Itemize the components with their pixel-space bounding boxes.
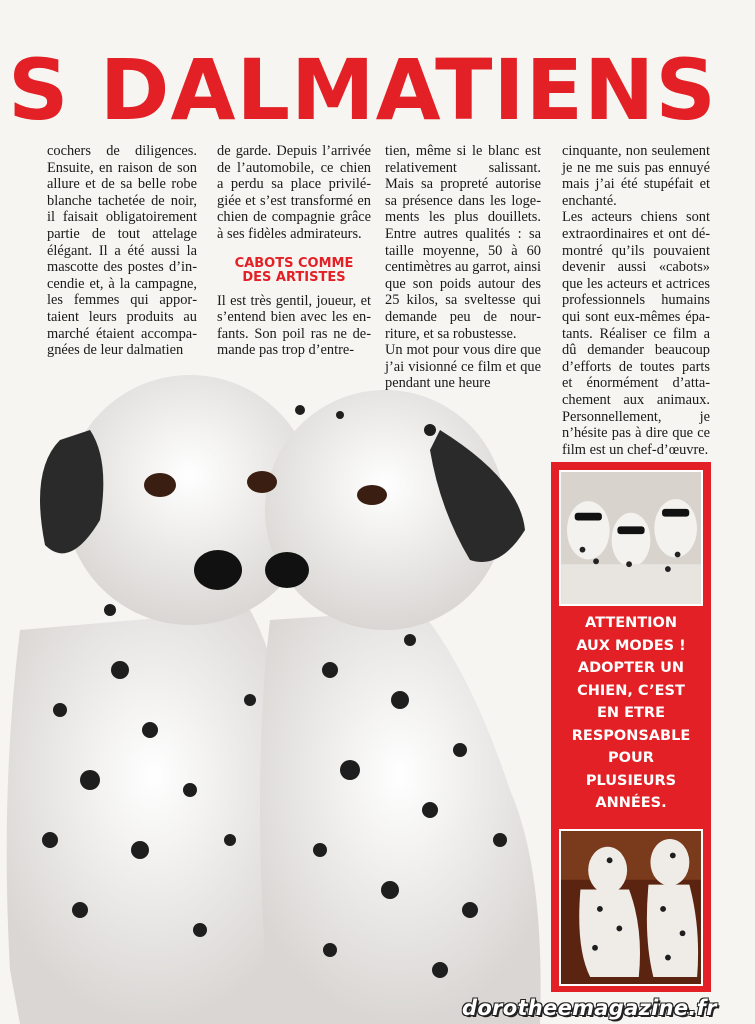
dalmatians-sunglasses-photo [559,470,703,606]
article-column-4 [562,143,710,458]
callout-line: PLUSIEURS [585,772,677,789]
column-4-paragraph-2: Les acteurs chiens sont extraordinaires et ont démontré qu’ils pouvaient devenir aussi «cabots» que les acteurs et actrices professionnels humains qui sont eux-mêmes épatants. Réaliser ce film a dû demander beaucoup d’efforts de toutes parts et énormément d’attachement aux animaux. Personnellement, je n’hésite pas à dire que ce film est un chef-d’œuvre. [562,209,710,458]
column-2-paragraph: de garde. Depuis l’arrivée de l’automobile, ce chien a perdu sa place privilégiée et s’est transformé en chien de compagnie grâce à ses fidèles admirateurs. [217,143,371,242]
subhead-line-1: CABOTS COMME [234,255,354,271]
sidebar-callout [557,612,705,815]
headline-text: S DALMATIENS [8,41,717,139]
article-column-1 [47,143,197,359]
article-column-3 [385,143,541,392]
column-3-paragraph-1: tien, même si le blanc est relativement salissant. Mais sa propreté autorise sa présence dans les logements les plus douillets. Entre autres qualités : sa taille moyenne, 50 à 60 centimètres au garrot, ainsi que son poids autour des 25 kilos, sa sveltesse qui demande peu de nourriture, et sa robustesse. [385,143,541,342]
dalmatian-puppies-photo [0,370,545,1024]
callout-line: POUR [608,750,654,766]
column-1-paragraph: cochers de diligences. Ensuite, en raison de son allure et de sa belle robe blanche tachetée de noir, il faisait obligatoirement partie de tout attelage élégant. Il a été aussi la mascotte des postes d’incendie et, à la campagne, les femmes qui apportaient leurs produits au marché étaient accompagnées de leur dalmatien [47,143,197,359]
callout-line: CHIEN, C’EST [577,682,685,699]
subhead-line-2: DES ARTISTES [242,269,346,285]
headline [0,40,755,150]
callout-line: ANNÉES. [595,795,667,811]
column-3-paragraph-2: Un mot pour vous dire que j’ai visionné ce film et que pendant une heure [385,342,541,392]
callout-line: AUX MODES ! [576,637,686,654]
article-column-2 [217,143,371,359]
site-watermark: dorotheemagazine.fr [462,996,717,1020]
column-2-paragraph-after: Il est très gentil, joueur, et s’entend bien avec les enfants. Son poil ras ne demande pas trop d’entre- [217,292,371,359]
sidebar-box [551,462,711,992]
two-dalmatians-photo [559,829,703,986]
section-subhead [217,257,371,285]
column-4-paragraph-1: cinquante, non seulement je ne me suis pas ennuyé mais j’ai été stupéfait et enchanté. [562,143,710,209]
callout-line: EN ETRE [597,705,665,721]
callout-line: RESPONSABLE [571,727,691,744]
callout-line: ADOPTER UN [577,660,685,676]
callout-line: ATTENTION [585,615,677,631]
